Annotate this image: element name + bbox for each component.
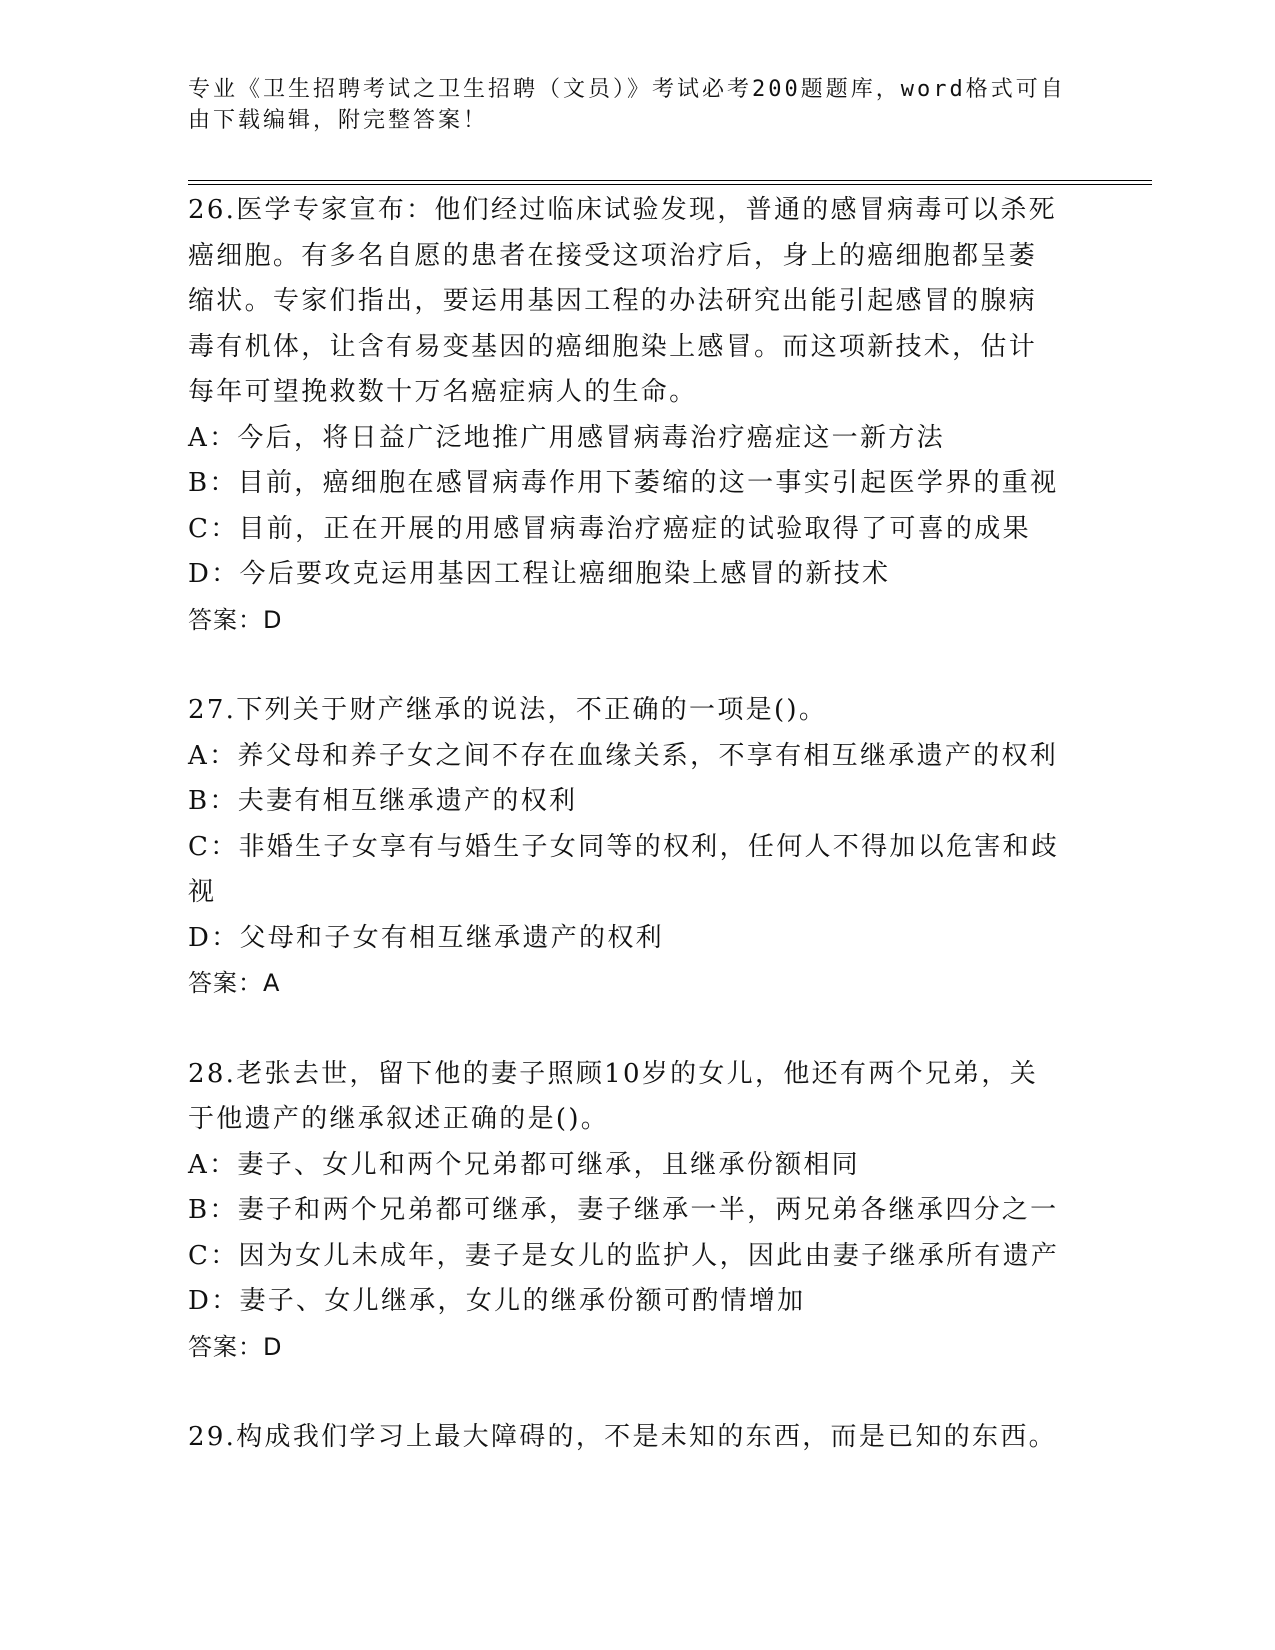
option-d: D：父母和子女有相互继承遗产的权利 <box>188 922 664 953</box>
header-rule-top <box>188 180 1152 181</box>
question-stem-line: 26.医学专家宣布：他们经过临床试验发现，普通的感冒病毒可以杀死 <box>188 195 1057 225</box>
question-stem-line: 27.下列关于财产继承的说法，不正确的一项是()。 <box>188 695 828 725</box>
answer-label: 答案：A <box>188 969 281 997</box>
question-list <box>188 188 1088 1461</box>
question-28 <box>188 1052 1088 1371</box>
option-c: C：非婚生子女享有与婚生子女同等的权利，任何人不得加以危害和歧 <box>188 831 1060 862</box>
document-header <box>188 74 1068 136</box>
answer-label: 答案：D <box>188 605 283 634</box>
option-d: D：妻子、女儿继承，女儿的继承份额可酌情增加 <box>188 1286 806 1316</box>
option-c-continued: 视 <box>188 877 217 907</box>
option-a: A：养父母和养子女之间不存在血缘关系，不享有相互继承遗产的权利 <box>188 740 1059 771</box>
answer-label: 答案：D <box>188 1332 283 1361</box>
option-b: B：夫妻有相互继承遗产的权利 <box>188 786 578 816</box>
question-27 <box>188 688 1088 1007</box>
option-a: A：妻子、女儿和两个兄弟都可继承，且继承份额相同 <box>188 1149 860 1180</box>
option-a: A：今后，将日益广泛地推广用感冒病毒治疗癌症这一新方法 <box>188 422 945 453</box>
header-line-2: 由下载编辑，附完整答案！ <box>188 108 489 133</box>
question-stem-line: 29.构成我们学习上最大障碍的，不是未知的东西，而是已知的东西。 <box>188 1422 1057 1452</box>
question-29 <box>188 1415 1088 1461</box>
header-line-1: 专业《卫生招聘考试之卫生招聘（文员）》考试必考200题题库，word格式可自 <box>188 77 1066 102</box>
question-stem-line: 于他遗产的继承叙述正确的是()。 <box>188 1104 610 1134</box>
option-b: B：妻子和两个兄弟都可继承，妻子继承一半，两兄弟各继承四分之一 <box>188 1195 1059 1225</box>
header-rule-bottom <box>188 184 1152 185</box>
option-d: D：今后要攻克运用基因工程让癌细胞染上感冒的新技术 <box>188 559 891 589</box>
question-stem-line: 28.老张去世，留下他的妻子照顾10岁的女儿，他还有两个兄弟，关 <box>188 1058 1039 1089</box>
question-stem-line: 毒有机体，让含有易变基因的癌细胞染上感冒。而这项新技术，估计 <box>188 331 1038 362</box>
option-b: B：目前，癌细胞在感冒病毒作用下萎缩的这一事实引起医学界的重视 <box>188 468 1059 498</box>
question-stem-line: 每年可望挽救数十万名癌症病人的生命。 <box>188 377 698 407</box>
question-26 <box>188 188 1088 643</box>
question-stem-line: 缩状。专家们指出，要运用基因工程的办法研究出能引起感冒的腺病 <box>188 286 1038 316</box>
option-c: C：因为女儿未成年，妻子是女儿的监护人，因此由妻子继承所有遗产 <box>188 1240 1060 1271</box>
option-c: C：目前，正在开展的用感冒病毒治疗癌症的试验取得了可喜的成果 <box>188 513 1031 544</box>
question-stem-line: 癌细胞。有多名自愿的患者在接受这项治疗后，身上的癌细胞都呈萎 <box>188 240 1038 271</box>
